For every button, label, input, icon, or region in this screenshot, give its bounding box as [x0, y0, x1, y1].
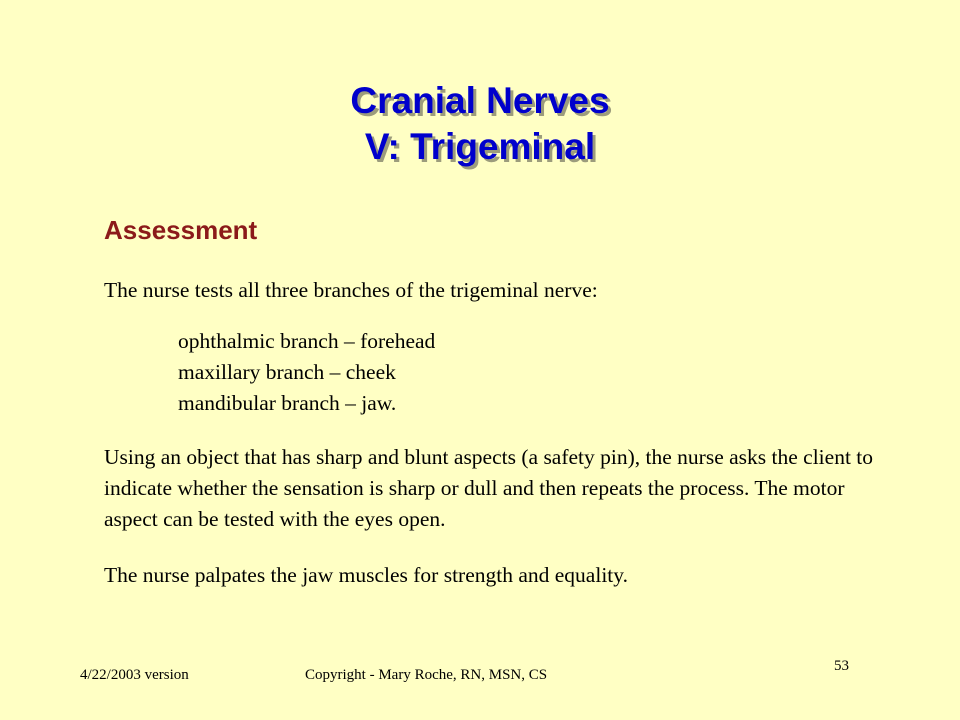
branch-item-ophthalmic: ophthalmic branch – forehead: [178, 329, 436, 353]
intro-paragraph: The nurse tests all three branches of the trigeminal nerve:: [104, 278, 598, 302]
title-line-2: V: Trigeminal: [364, 126, 596, 167]
section-heading: Assessment: [104, 215, 258, 245]
branch-list: [178, 326, 435, 419]
footer-copyright: Copyright - Mary Roche, RN, MSN, CS: [305, 667, 548, 683]
title-line-1: Cranial Nerves: [350, 80, 610, 121]
procedure-paragraph: Using an object that has sharp and blunt aspects (a safety pin), the nurse asks the client to indicate whether the sensation is sharp or dull and then repeats the process. The motor aspect can be tested with the eyes open.: [104, 445, 874, 531]
branch-item-maxillary: maxillary branch – cheek: [178, 360, 396, 384]
slide-title: [0, 78, 960, 170]
branch-item-mandibular: mandibular branch – jaw.: [178, 391, 397, 415]
page-number: 53: [834, 658, 849, 674]
footer-version: 4/22/2003 version: [80, 667, 189, 683]
palpation-paragraph: The nurse palpates the jaw muscles for strength and equality.: [104, 563, 628, 587]
